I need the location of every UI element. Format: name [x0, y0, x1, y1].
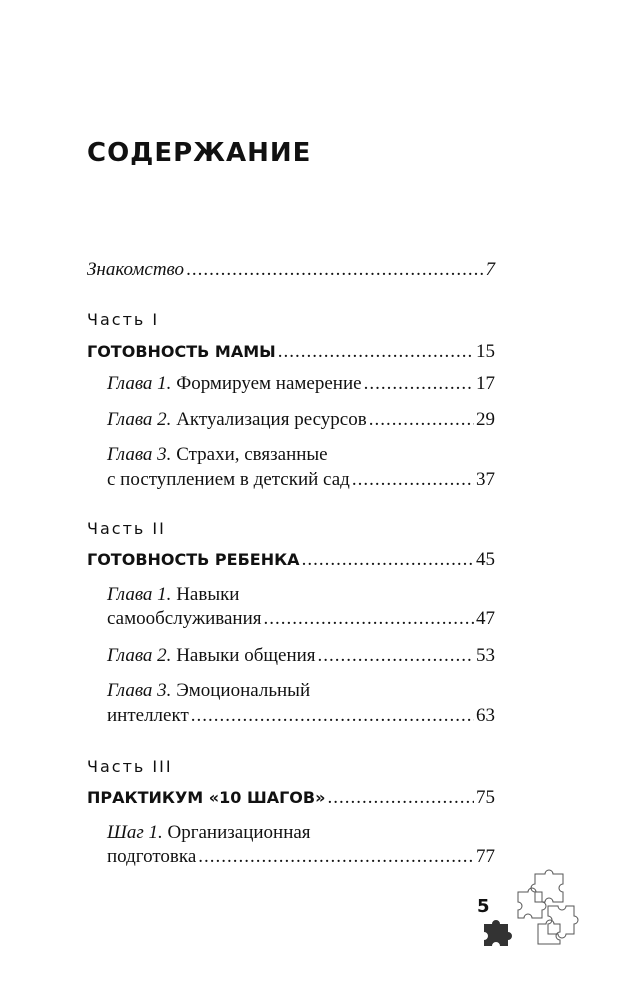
chapter-label: Глава 2. Навыки общения	[107, 645, 316, 666]
dot-leader	[186, 258, 483, 282]
chapter-page: 53	[476, 645, 495, 666]
chapter-label-line2: самообслуживания	[107, 608, 262, 629]
dot-leader	[263, 607, 474, 631]
toc-chapter[interactable]	[107, 372, 495, 396]
chapter-label-line2: подготовка	[107, 846, 197, 867]
toc-part-heading[interactable]	[87, 786, 495, 810]
part-heading-label: ПРАКТИКУМ «10 ШАГОВ»	[87, 788, 326, 807]
chapter-page: 77	[476, 846, 495, 867]
part-label: Часть III	[87, 757, 173, 776]
chapter-label-line1[interactable]: Шаг 1. Организационная	[107, 822, 311, 843]
puzzle-pieces-icon	[480, 868, 580, 948]
toc-chapter[interactable]	[107, 704, 495, 728]
toc-part-heading[interactable]	[87, 548, 495, 572]
chapter-label: Глава 1. Формируем намерение	[107, 373, 362, 394]
toc-chapter[interactable]	[107, 408, 495, 432]
dot-leader	[278, 340, 474, 364]
part-label: Часть I	[87, 310, 160, 329]
dot-leader	[364, 372, 474, 396]
page-title: СОДЕРЖАНИЕ	[87, 138, 312, 168]
toc-chapter[interactable]	[107, 644, 495, 668]
toc-entry-intro[interactable]	[87, 258, 495, 282]
toc-part-heading[interactable]	[87, 340, 495, 364]
part-heading-page: 45	[476, 549, 495, 570]
page-number: 5	[477, 896, 490, 917]
dot-leader	[191, 704, 474, 728]
chapter-page: 17	[476, 373, 495, 394]
part-heading-page: 15	[476, 341, 495, 362]
chapter-label-line1[interactable]: Глава 3. Страхи, связанные	[107, 444, 328, 465]
part-heading-page: 75	[476, 787, 495, 808]
chapter-page: 29	[476, 409, 495, 430]
toc-chapter[interactable]	[107, 468, 495, 492]
part-heading-label: ГОТОВНОСТЬ РЕБЕНКА	[87, 550, 300, 569]
dot-leader	[302, 548, 474, 572]
chapter-page: 47	[476, 608, 495, 629]
dot-leader	[327, 786, 474, 810]
chapter-page: 37	[476, 469, 495, 490]
chapter-label-line2: с поступлением в детский сад	[107, 469, 350, 490]
dot-leader	[198, 845, 474, 869]
toc-chapter[interactable]	[107, 607, 495, 631]
toc-entry-page: 7	[485, 259, 495, 280]
part-label: Часть II	[87, 519, 166, 538]
chapter-label-line1[interactable]: Глава 3. Эмоциональный	[107, 680, 311, 701]
toc-chapter[interactable]	[107, 845, 495, 869]
part-heading-label: ГОТОВНОСТЬ МАМЫ	[87, 342, 276, 361]
toc-entry-label: Знакомство	[87, 259, 185, 280]
chapter-page: 63	[476, 705, 495, 726]
chapter-label-line1[interactable]: Глава 1. Навыки	[107, 584, 240, 605]
chapter-label: Глава 2. Актуализация ресурсов	[107, 409, 367, 430]
dot-leader	[369, 408, 474, 432]
dot-leader	[318, 644, 474, 668]
dot-leader	[352, 468, 474, 492]
chapter-label-line2: интеллект	[107, 705, 189, 726]
